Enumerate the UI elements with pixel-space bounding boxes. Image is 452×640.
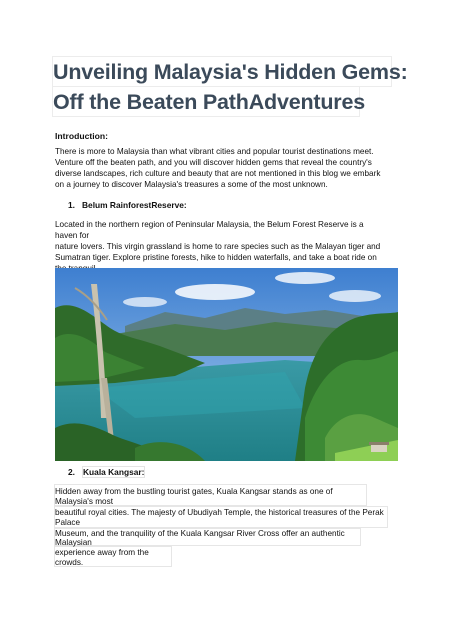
- intro-line: on a journey to discover Malaysia's treasures a some of the most unknown.: [55, 180, 328, 189]
- section-2-line: experience away from the: [55, 548, 149, 557]
- section-2-line: Museum, and the tranquility of the Kuala Kangsar River Cross offer an authentic: [55, 529, 345, 538]
- section-1-number: 1.: [68, 200, 75, 210]
- page-title-line-1: Unveiling Malaysia's Hidden Gems:: [53, 60, 408, 84]
- intro-line: There is more to Malaysia than what vibrant cities and popular tourist destinations meet.: [55, 147, 374, 156]
- section-1-paragraph: [55, 219, 380, 274]
- intro-line: diverse landscapes, rich culture and beauty that are not mentioned in this blog we embark: [55, 169, 381, 178]
- section-2-number: 2.: [68, 467, 75, 477]
- belum-rainforest-photo: [55, 268, 398, 461]
- section-2-title: Kuala Kangsar:: [83, 467, 145, 477]
- intro-heading: Introduction:: [55, 131, 108, 141]
- section-1-title: Belum RainforestReserve:: [82, 200, 187, 210]
- section-2-line: Hidden away from the bustling tourist gates, Kuala Kangsar stands as one of: [55, 487, 333, 496]
- rainforest-lake-image: [55, 268, 398, 461]
- section-1-line: nature lovers. This virgin grassland is home to rare species such as the Malayan tiger and: [55, 242, 381, 251]
- section-2-line: Palace: [55, 518, 81, 527]
- section-1-line: Located in the northern region of Peninsular Malaysia, the Belum Forest Reserve is a: [55, 220, 364, 229]
- page-title-line-2: Off the Beaten PathAdventures: [53, 90, 365, 114]
- section-1-line: haven for: [55, 231, 90, 240]
- section-2-line: beautiful royal cities. The majesty of Ubudiyah Temple, the historical treasures of the Perak: [55, 508, 384, 517]
- intro-line: Venture off the beaten path, and you will discover hidden gems that reveal the country's: [55, 158, 372, 167]
- section-2-line: Malaysia's most: [55, 497, 113, 506]
- intro-paragraph: [55, 146, 380, 190]
- section-2-line: Malaysian: [55, 538, 92, 547]
- section-1-heading: [68, 200, 187, 210]
- section-1-line: Sumatran tiger. Explore pristine forests, hike to hidden waterfalls, and take a boat ride on: [55, 253, 377, 262]
- section-2-line: crowds.: [55, 558, 84, 567]
- section-2-heading: [68, 467, 145, 477]
